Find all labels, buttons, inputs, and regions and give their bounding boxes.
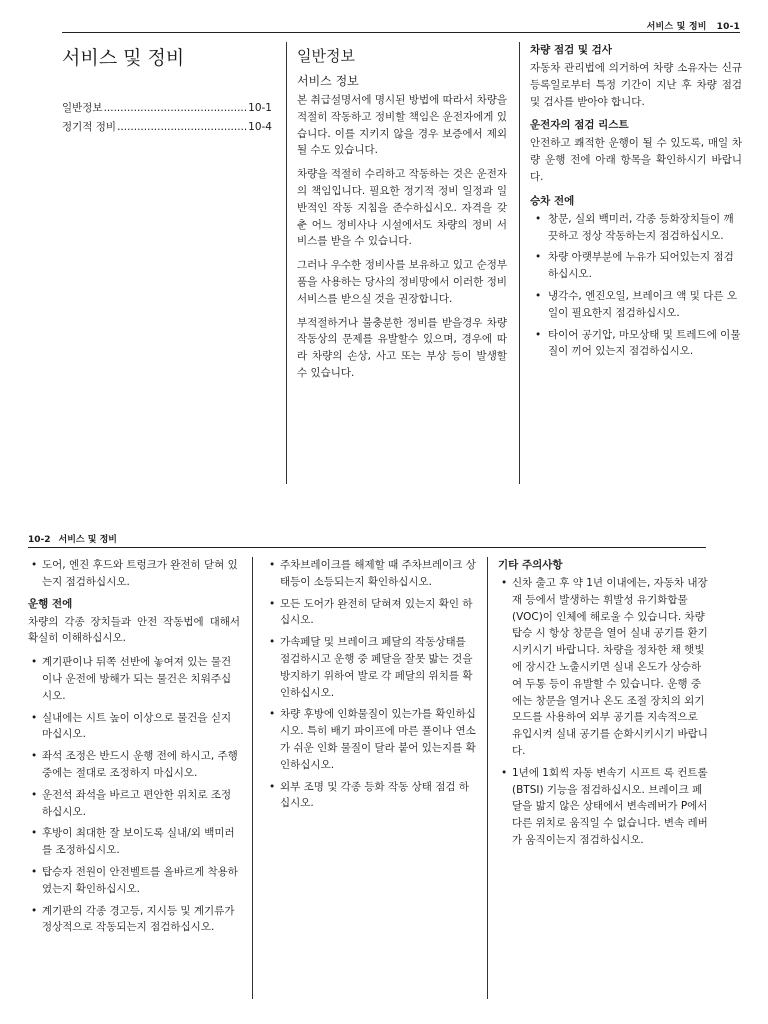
column-divider — [252, 557, 253, 999]
paragraph: 부적절하거나 불충분한 정비를 받을경우 차량 작동상의 문제를 유발할수 있으며, 경우에 따라 차량의 손상, 사고 또는 부상 등이 발생할 수 있습니다. — [297, 316, 507, 379]
column-general-info — [297, 42, 507, 389]
heading-checklist: 운전자의 점검 리스트 — [530, 119, 629, 132]
toc-entry[interactable] — [62, 99, 272, 118]
running-header — [647, 19, 740, 32]
heading-before-driving: 운행 전에 — [28, 597, 73, 610]
list-item: • 창문, 실외 백미러, 각종 등화장치들이 깨끗하고 정상 작동하는지 점검하십시오. — [530, 211, 742, 245]
column-before-driving — [28, 557, 240, 941]
list-item: • 후방이 최대한 잘 보이도록 실내/외 백미러를 조정하십시오. — [28, 825, 240, 859]
column-toc — [62, 42, 272, 137]
sub-title: 서비스 정보 — [297, 74, 359, 88]
list-item: • 도어, 엔진 후드와 트렁크가 완전히 닫혀 있는지 점검하십시오. — [28, 557, 240, 591]
list-item: • 타이어 공기압, 마모상태 및 트레드에 이물질이 끼어 있는지 점검하십시오. — [530, 327, 742, 361]
heading-inspection: 차량 점검 및 검사 — [530, 44, 612, 56]
toc-entry[interactable] — [62, 118, 272, 137]
column-divider — [286, 42, 287, 484]
list-item: • 1년에 1회씩 자동 변속기 시프트 록 컨트롤(BTSI) 기능을 점검하십시오. 브레이크 페달을 밟지 않은 상태에서 변속레버가 P에서 다른 위치로 움직일 수 없습니다. 변속 레버가 움직이는지 점검하십시오. — [498, 765, 708, 849]
paragraph: 차량의 각종 장치들과 안전 작동법에 대해서 확실히 이해하십시오. — [28, 615, 240, 645]
chapter-title: 서비스 및 정비 — [62, 47, 185, 69]
header-page-number: 10-2 — [28, 535, 51, 545]
paragraph: 그러나 우수한 정비사를 보유하고 있고 순정부품을 사용하는 당사의 정비망에서 이러한 정비 서비스를 받으실 것을 권장합니다. — [297, 259, 507, 305]
heading-other-precautions: 기타 주의사항 — [498, 559, 563, 571]
toc-label: 정기적 정비 — [62, 121, 117, 133]
list-item: • 계기판의 각종 경고등, 지시등 및 계기류가 정상적으로 작동되는지 점검하십시오. — [28, 903, 240, 937]
toc-label: 일반정보 — [62, 102, 103, 114]
bullet-list — [266, 557, 478, 812]
paragraph: 안전하고 쾌적한 운행이 될 수 있도록, 매일 차량 운행 전에 아래 항목을 확인하시기 바랍니다. — [530, 137, 742, 183]
list-item: • 탑승자 전원이 안전벨트를 올바르게 착용하였는지 확인하십시오. — [28, 864, 240, 898]
toc-page: 10-4 — [248, 121, 272, 133]
paragraph: 본 취급설명서에 명시된 방법에 따라서 차량을 적절히 작동하고 정비할 책임은 운전자에게 있습니다. 이를 지키지 않을 경우 보증에서 제외될 수도 있습니다. — [297, 94, 507, 157]
paragraph: 자동차 관리법에 의거하여 차량 소유자는 신규 등록일로부터 특정 기간이 지난 후 차량 점검 및 검사를 받아야 합니다. — [530, 62, 742, 108]
toc-page: 10-1 — [248, 102, 272, 114]
bullet-list — [498, 575, 708, 849]
bullet-list — [530, 211, 742, 360]
list-item: • 냉각수, 엔진오일, 브레이크 액 및 다른 오일이 필요한지 점검하십시오. — [530, 288, 742, 322]
column-divider — [487, 557, 488, 999]
column-checks — [266, 557, 478, 817]
list-item: • 계기판이나 뒤쪽 선반에 놓여져 있는 물건이나 운전에 방해가 되는 물건은 치워주십시오. — [28, 654, 240, 704]
page-10-2 — [0, 512, 768, 1024]
header-title: 서비스 및 정비 — [58, 535, 117, 545]
list-item: • 좌석 조정은 반드시 운행 전에 하시고, 주행 중에는 절대로 조정하지 마십시오. — [28, 748, 240, 782]
list-item: • 차량 후방에 인화물질이 있는가를 확인하십시오. 특히 배기 파이프에 마른 풀이나 연소가 쉬운 인화 물질이 달라 붙어 있는지를 확인하십시오. — [266, 706, 478, 773]
bullet-list — [28, 557, 240, 591]
column-other-precautions — [498, 557, 708, 854]
bullet-list — [28, 654, 240, 936]
column-inspection — [530, 42, 742, 365]
list-item: • 외부 조명 및 각종 등화 작동 상태 점검 하십시오. — [266, 779, 478, 813]
section-title: 일반정보 — [297, 47, 355, 65]
header-rule — [28, 547, 706, 548]
list-item: • 운전석 좌석을 바르고 편안한 위치로 조정하십시오. — [28, 787, 240, 821]
list-item: • 모든 도어가 완전히 닫혀져 있는지 확인 하십시오. — [266, 596, 478, 630]
header-rule — [62, 32, 740, 33]
header-title: 서비스 및 정비 — [646, 22, 707, 32]
list-item: • 실내에는 시트 높이 이상으로 물건을 싣지 마십시오. — [28, 710, 240, 744]
toc-leader — [104, 99, 248, 118]
header-page-number: 10-1 — [716, 22, 740, 32]
list-item: • 차량 아랫부분에 누유가 되어있는지 점검하십시오. — [530, 249, 742, 283]
heading-before-boarding: 승차 전에 — [530, 194, 575, 207]
list-item: • 주차브레이크를 해제할 때 주차브레이크 상태등이 소등되는지 확인하십시오. — [266, 557, 478, 591]
list-item: • 가속페달 및 브레이크 페달의 작동상태를 점검하시고 운행 중 페달을 잘못 밟는 것을 방지하기 위하여 발로 각 페달의 위치를 확인하십시오. — [266, 634, 478, 701]
list-item: • 신차 출고 후 약 1년 이내에는, 자동차 내장재 등에서 발생하는 휘발성 유기화합물(VOC)이 인체에 해로울 수 있습니다. 차량 탑승 시 항상 창문을 열어 실내 공기를 환기시키시기 바랍니다. 차량을 정차한 채 햇빛에 장시간 노출시키면 실내 온도가 상승하여 두통 등이 유발할 수 있습니다. 운행 중에는 창문을 열거나 온도 조절 장치의 외기모드를 사용하여 외부 공기를 지속적으로 유입시켜 실내 공기를 순화시키시기 바랍니다. — [498, 575, 708, 760]
toc-leader — [117, 118, 247, 137]
paragraph: 차량을 적절히 수리하고 작동하는 것은 운전자의 책임입니다. 필요한 정기적 정비 일정과 일반적인 작동 지침을 준수하십시오. 자격을 갖춘 어느 정비사나 시설에서도 차량의 정비 서비스를 받을 수 있습니다. — [297, 168, 507, 248]
running-header — [28, 532, 117, 545]
column-divider — [519, 42, 520, 484]
